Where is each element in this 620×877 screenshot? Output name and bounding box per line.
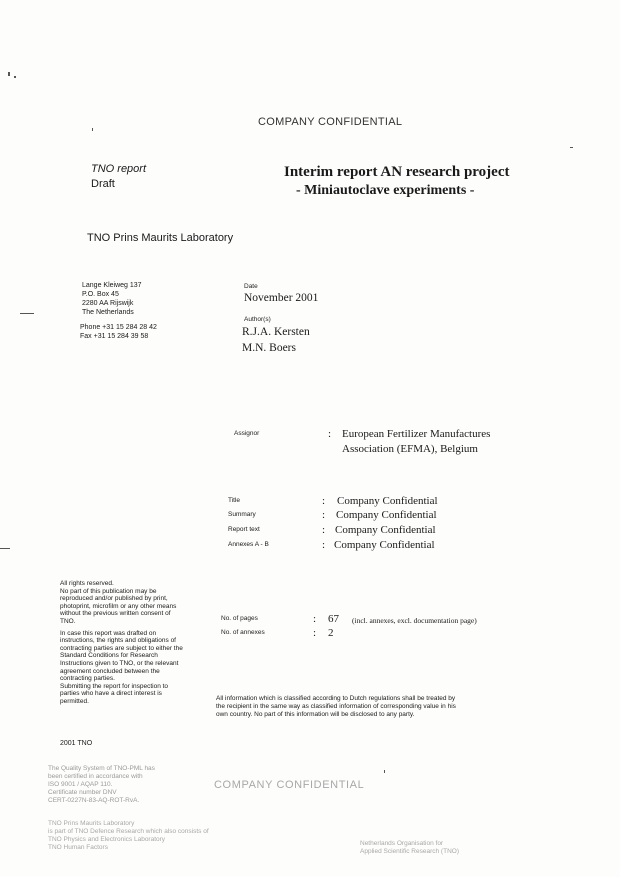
quality-line: CERT-0227N-83-AQ-ROT-RvA. xyxy=(48,797,140,804)
address-line: Lange Kleiweg 137 xyxy=(82,282,142,289)
separator-colon: : xyxy=(322,539,326,551)
distribution-value: Company Confidential xyxy=(337,495,438,507)
scan-speck xyxy=(0,548,10,549)
date-label: Date xyxy=(244,283,258,290)
distribution-label: Summary xyxy=(228,511,256,518)
classification-notice xyxy=(216,695,456,719)
distribution-label: Annexes A - B xyxy=(228,541,269,548)
confidential-footer: COMPANY CONFIDENTIAL xyxy=(214,779,365,791)
rights-line: contracting parties are subject to either the xyxy=(60,644,183,652)
separator-colon: : xyxy=(328,428,332,440)
classification-line: the recipient in the same way as classified information of corresponding value in his xyxy=(216,703,456,710)
assignor-label: Assignor xyxy=(234,430,260,437)
pages-value: 67 xyxy=(328,613,339,625)
contact-block xyxy=(80,323,157,341)
report-type: TNO report xyxy=(91,163,147,175)
date-value: November 2001 xyxy=(244,292,319,304)
phone-number: Phone +31 15 284 28 42 xyxy=(80,324,157,331)
rights-line: All rights reserved. xyxy=(60,580,114,587)
rights-line: Instructions given to TNO, or the relevant xyxy=(60,659,179,667)
footer-line: Netherlands Organisation for xyxy=(360,840,444,847)
distribution-value: Company Confidential xyxy=(335,524,436,536)
quality-line: been certified in accordance with xyxy=(48,773,143,780)
assignor-value: Association (EFMA), Belgium xyxy=(342,443,478,455)
distribution-value: Company Confidential xyxy=(336,509,437,521)
rights-notice xyxy=(60,580,183,706)
annexes-label: No. of annexes xyxy=(221,629,265,636)
scan-speck xyxy=(14,76,16,78)
rights-line: parties who have a direct interest is xyxy=(60,690,162,698)
author-name: M.N. Boers xyxy=(242,342,296,354)
separator-colon: : xyxy=(322,495,326,507)
footer-line: TNO Prins Maurits Laboratory xyxy=(48,820,135,827)
separator-colon: : xyxy=(322,509,326,521)
scan-speck xyxy=(20,313,34,314)
address-line: 2280 AA Rijswijk xyxy=(82,300,134,307)
address-block xyxy=(82,281,142,317)
confidential-header: COMPANY CONFIDENTIAL xyxy=(258,116,403,128)
distribution-label: Report text xyxy=(228,526,260,533)
authors-label: Author(s) xyxy=(244,316,271,323)
footer-right-notice xyxy=(360,840,459,856)
rights-line: No part of this publication may be xyxy=(60,587,157,595)
address-line: P.O. Box 45 xyxy=(82,291,119,298)
quality-line: Certificate number DNV xyxy=(48,789,117,796)
separator-colon: : xyxy=(322,524,326,536)
scan-speck xyxy=(570,147,573,148)
separator-colon: : xyxy=(313,627,317,639)
rights-line: without the previous written consent of xyxy=(60,610,171,618)
rights-line: permitted. xyxy=(60,697,89,705)
report-title-line2: - Miniautoclave experiments - xyxy=(296,183,475,198)
report-status: Draft xyxy=(91,178,115,190)
rights-line: agreement concluded between the xyxy=(60,667,160,675)
address-line: The Netherlands xyxy=(82,309,134,316)
separator-colon: : xyxy=(313,613,317,625)
distribution-value: Company Confidential xyxy=(334,539,435,551)
distribution-label: Title xyxy=(228,497,241,504)
rights-line: TNO. xyxy=(60,617,76,625)
annexes-value: 2 xyxy=(328,627,334,639)
footer-line: is part of TNO Defence Research which also consists of xyxy=(48,828,209,835)
scan-speck xyxy=(384,770,385,773)
footer-line: TNO Physics and Electronics Laboratory xyxy=(48,836,166,843)
footer-left-notice xyxy=(48,820,209,852)
rights-line: Submitting the report for inspection to xyxy=(60,682,169,690)
lab-name: TNO Prins Maurits Laboratory xyxy=(87,232,234,244)
copyright: 2001 TNO xyxy=(60,740,93,747)
rights-line: instructions, the rights and obligations of xyxy=(60,637,176,645)
footer-line: TNO Human Factors xyxy=(48,844,108,851)
rights-line: reproduced and/or published by print, xyxy=(60,595,168,603)
rights-line: Standard Conditions for Research xyxy=(60,652,158,660)
pages-label: No. of pages xyxy=(221,615,258,622)
footer-line: Applied Scientific Research (TNO) xyxy=(360,848,459,855)
classification-line: All information which is classified according to Dutch regulations shall be treated by xyxy=(216,695,456,702)
scan-speck xyxy=(8,72,10,76)
rights-line: contracting parties. xyxy=(60,675,115,683)
report-title-line1: Interim report AN research project xyxy=(284,164,510,180)
quality-notice xyxy=(48,765,155,805)
fax-number: Fax +31 15 284 39 58 xyxy=(80,333,149,340)
scan-speck xyxy=(92,128,93,131)
pages-note: (incl. annexes, excl. documentation page) xyxy=(352,616,477,625)
rights-line: In case this report was drafted on xyxy=(60,629,157,637)
quality-line: ISO 9001 / AQAP 110. xyxy=(48,781,113,788)
author-name: R.J.A. Kersten xyxy=(242,326,310,338)
assignor-value: European Fertilizer Manufactures xyxy=(342,428,491,440)
classification-line: own country. No part of this information will be disclosed to any party. xyxy=(216,711,415,718)
rights-line: photoprint, microfilm or any other means xyxy=(60,602,177,610)
quality-line: The Quality System of TNO-PML has xyxy=(48,765,155,772)
